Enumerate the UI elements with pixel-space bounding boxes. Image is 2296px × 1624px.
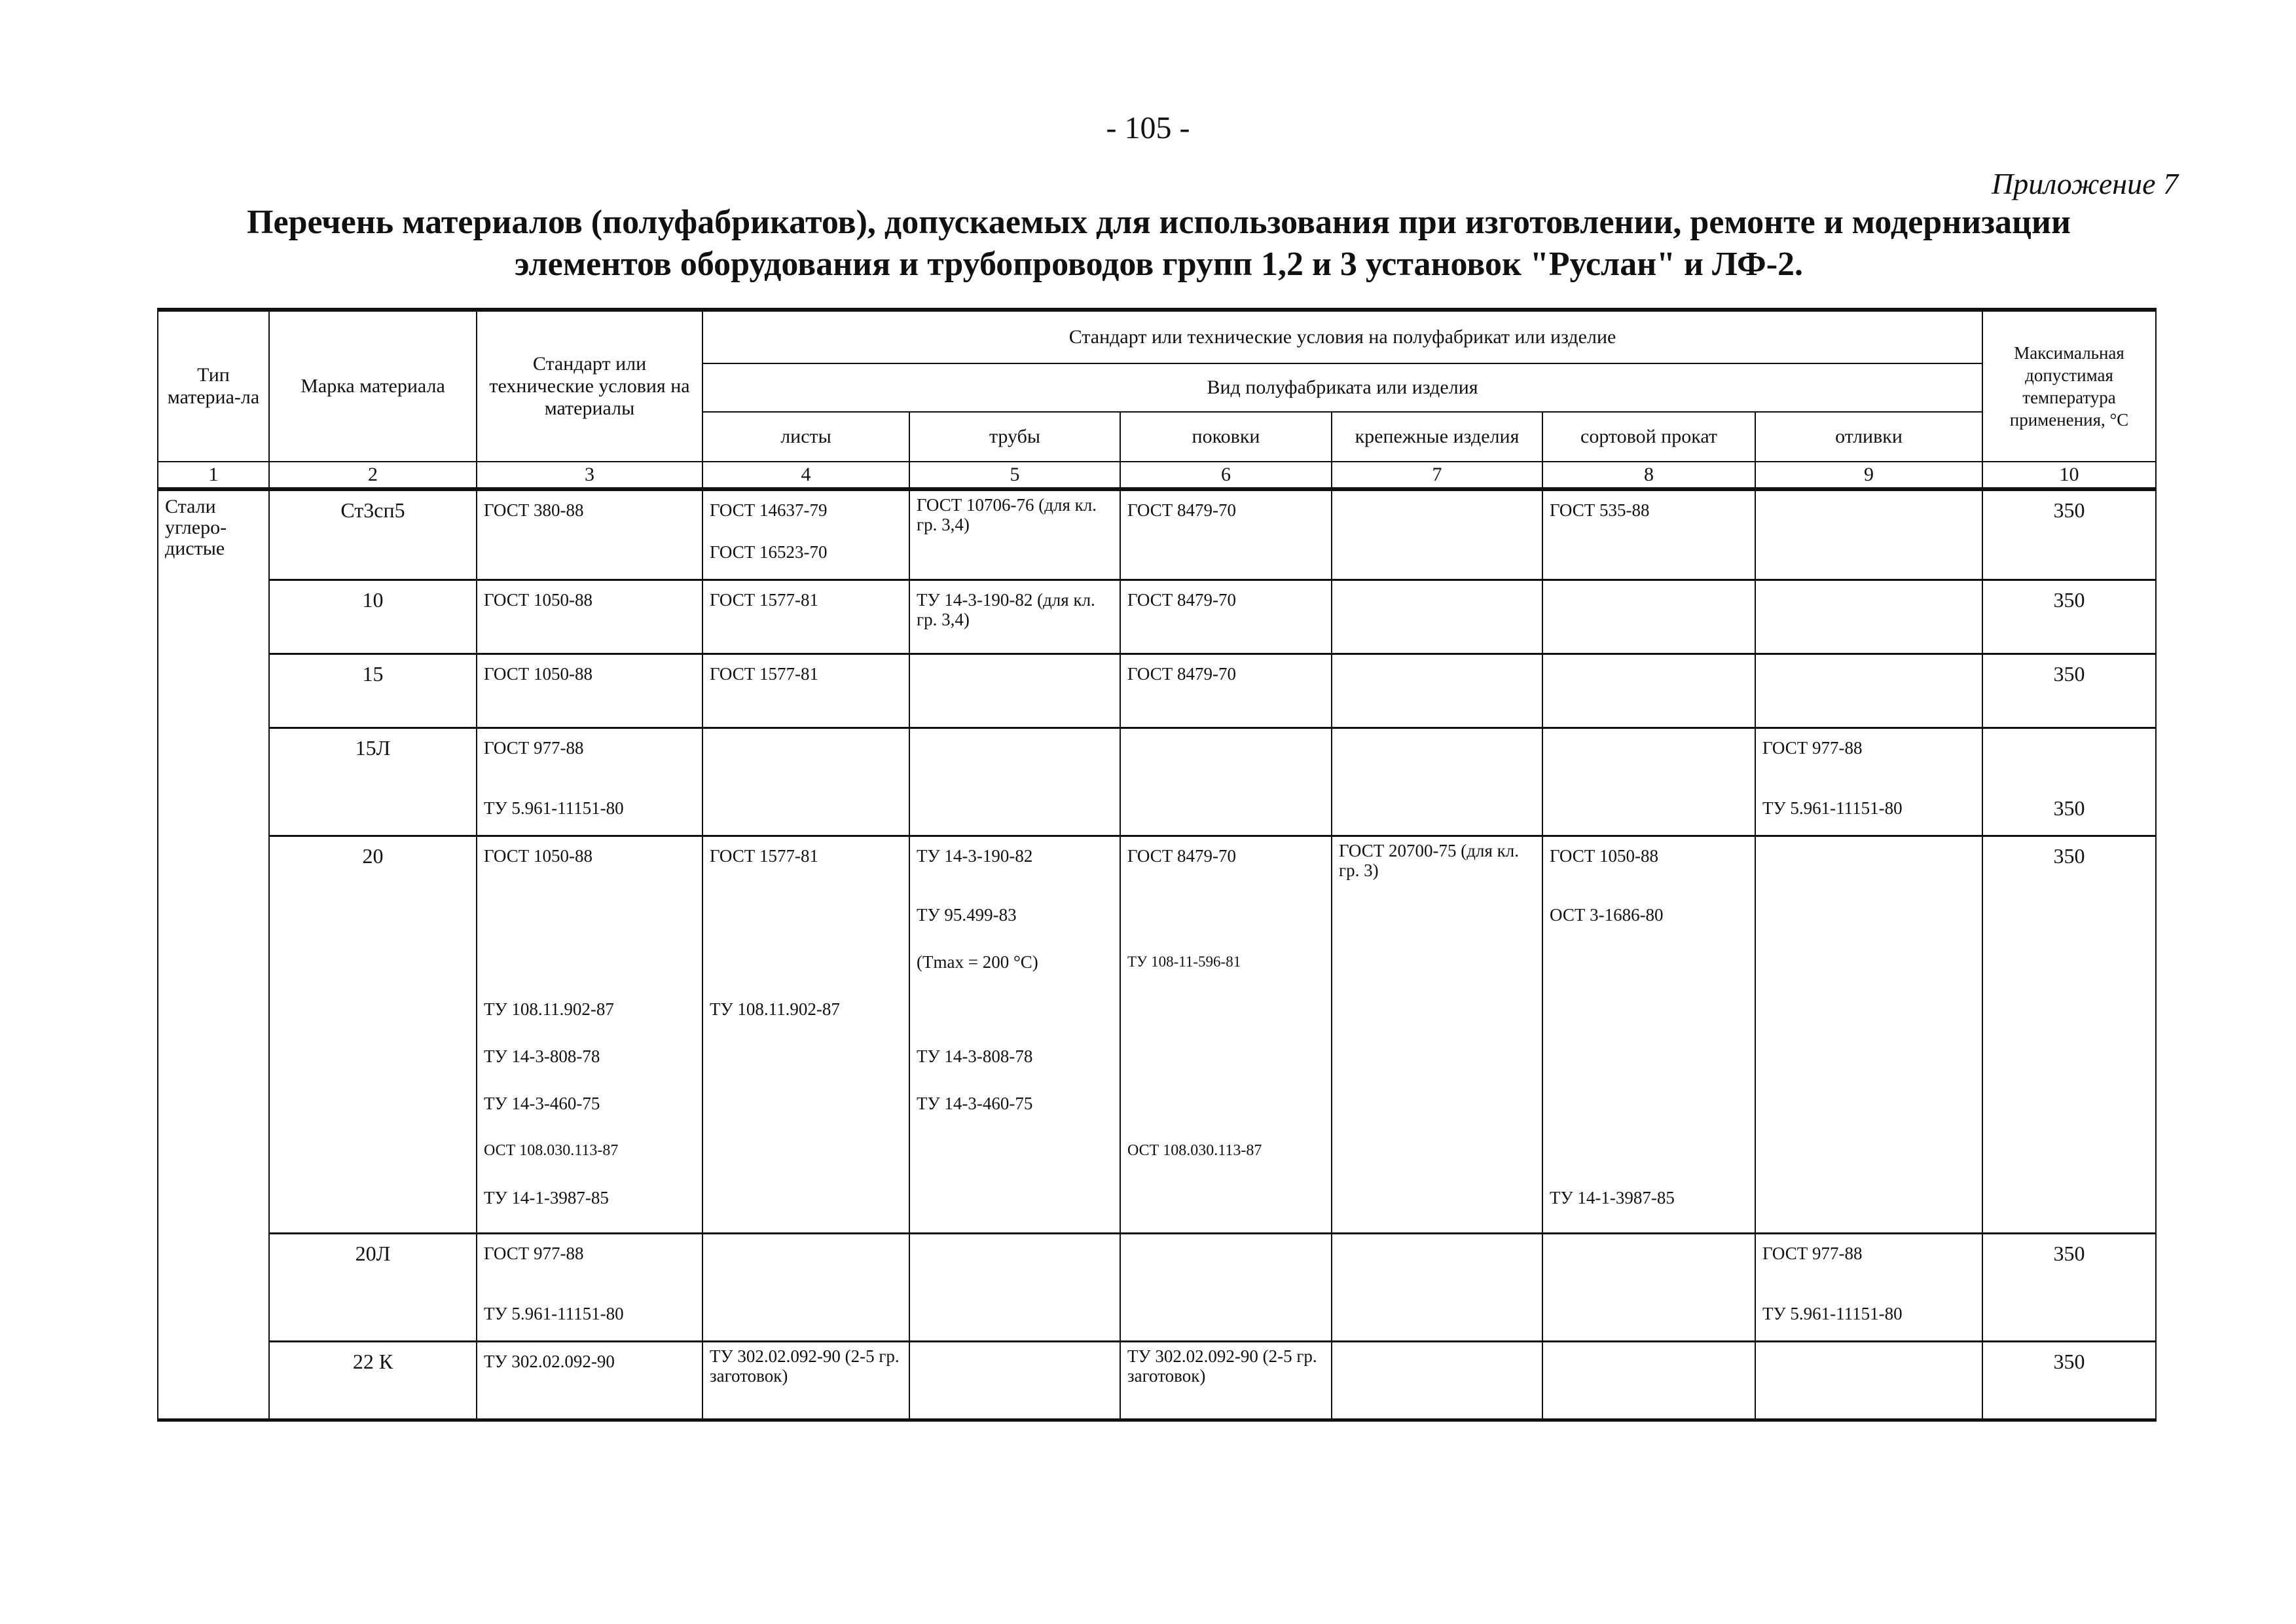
standard-cell: ТУ 5.961-11151-80	[477, 1300, 702, 1342]
temperature-cell	[1982, 1184, 2156, 1234]
pipes-cell	[909, 1234, 1120, 1301]
standard-cell: ТУ 14-3-460-75	[477, 1090, 702, 1137]
bars-cell	[1542, 948, 1755, 995]
forgings-cell: ТУ 302.02.092-90 (2-5 гр. заготовок)	[1120, 1342, 1332, 1420]
temperature-cell: 350	[1982, 489, 2156, 538]
castings-cell	[1755, 901, 1982, 948]
castings-cell	[1755, 1342, 1982, 1420]
pipes-cell	[909, 1184, 1120, 1234]
table-row	[158, 489, 2156, 538]
fasteners-cell	[1332, 1137, 1542, 1184]
column-number-6: 6	[1120, 462, 1332, 489]
page-number: - 105 -	[1106, 111, 1190, 145]
table-row	[158, 654, 2156, 728]
header-max-temp: Максимальная допустимая температура применения, °С	[1982, 310, 2156, 462]
standard-cell: ГОСТ 977-88	[477, 728, 702, 795]
header-product-kind: Вид полуфабриката или изделия	[702, 363, 1982, 412]
fasteners-cell	[1332, 580, 1542, 654]
standard-cell: ГОСТ 380-88	[477, 489, 702, 538]
castings-cell	[1755, 489, 1982, 538]
table-row	[158, 836, 2156, 902]
bars-cell: ГОСТ 535-88	[1542, 489, 1755, 538]
forgings-cell: ГОСТ 8479-70	[1120, 654, 1332, 728]
table-row	[158, 995, 2156, 1043]
grade-cell: 22 К	[269, 1342, 477, 1420]
bars-cell	[1542, 1137, 1755, 1184]
temperature-cell: 350	[1982, 794, 2156, 836]
grade-cell	[269, 995, 477, 1043]
temperature-cell	[1982, 1300, 2156, 1342]
column-number-10: 10	[1982, 462, 2156, 489]
table-row	[158, 1090, 2156, 1137]
pipes-cell: ТУ 14-3-808-78	[909, 1043, 1120, 1090]
table-row	[158, 1137, 2156, 1184]
castings-cell: ГОСТ 977-88	[1755, 728, 1982, 795]
temperature-cell	[1982, 1137, 2156, 1184]
castings-cell	[1755, 995, 1982, 1043]
table-row	[158, 948, 2156, 995]
fasteners-cell: ГОСТ 20700-75 (для кл. гр. 3)	[1332, 836, 1542, 902]
forgings-cell	[1120, 1184, 1332, 1234]
sheets-cell	[702, 901, 909, 948]
bars-cell	[1542, 794, 1755, 836]
fasteners-cell	[1332, 794, 1542, 836]
grade-cell	[269, 1043, 477, 1090]
castings-cell	[1755, 1137, 1982, 1184]
header-forgings: поковки	[1120, 412, 1332, 462]
table-row	[158, 728, 2156, 795]
table-row	[158, 580, 2156, 654]
standard-cell: ТУ 108.11.902-87	[477, 995, 702, 1043]
sheets-cell	[702, 1184, 909, 1234]
fasteners-cell	[1332, 1342, 1542, 1420]
header-standard: Стандарт или технические условия на материалы	[477, 310, 702, 462]
fasteners-cell	[1332, 728, 1542, 795]
sheets-cell	[702, 794, 909, 836]
grade-cell	[269, 1090, 477, 1137]
table-row	[158, 538, 2156, 580]
fasteners-cell	[1332, 654, 1542, 728]
standard-cell: ГОСТ 1050-88	[477, 654, 702, 728]
castings-cell	[1755, 1043, 1982, 1090]
standard-cell: ТУ 302.02.092-90	[477, 1342, 702, 1420]
title-line-2: элементов оборудования и трубопроводов групп 1,2 и 3 установок "Руслан" и ЛФ-2.	[514, 246, 1804, 283]
bars-cell: ГОСТ 1050-88	[1542, 836, 1755, 902]
grade-cell	[269, 948, 477, 995]
table-row	[158, 1043, 2156, 1090]
forgings-cell	[1120, 1300, 1332, 1342]
pipes-cell: ТУ 14-3-190-82 (для кл. гр. 3,4)	[909, 580, 1120, 654]
sheets-cell	[702, 728, 909, 795]
column-number-7: 7	[1332, 462, 1542, 489]
forgings-cell: ГОСТ 8479-70	[1120, 580, 1332, 654]
forgings-cell	[1120, 538, 1332, 580]
column-number-5: 5	[909, 462, 1120, 489]
temperature-cell	[1982, 948, 2156, 995]
bars-cell	[1542, 538, 1755, 580]
pipes-cell	[909, 1342, 1120, 1420]
column-number-2: 2	[269, 462, 477, 489]
forgings-cell	[1120, 901, 1332, 948]
forgings-cell	[1120, 995, 1332, 1043]
forgings-cell: ГОСТ 8479-70	[1120, 836, 1332, 902]
grade-cell: 20	[269, 836, 477, 902]
sheets-cell	[702, 1090, 909, 1137]
temperature-cell	[1982, 1090, 2156, 1137]
forgings-cell	[1120, 728, 1332, 795]
sheets-cell	[702, 1234, 909, 1301]
forgings-cell	[1120, 1090, 1332, 1137]
header-grade: Марка материала	[269, 310, 477, 462]
materials-table	[157, 308, 2157, 1422]
castings-cell	[1755, 654, 1982, 728]
sheets-cell	[702, 948, 909, 995]
fasteners-cell	[1332, 948, 1542, 995]
fasteners-cell	[1332, 1300, 1542, 1342]
temperature-cell: 350	[1982, 1342, 2156, 1420]
fasteners-cell	[1332, 901, 1542, 948]
column-number-1: 1	[158, 462, 269, 489]
temperature-cell	[1982, 538, 2156, 580]
forgings-cell	[1120, 794, 1332, 836]
temperature-cell: 350	[1982, 836, 2156, 902]
pipes-cell: ГОСТ 10706-76 (для кл. гр. 3,4)	[909, 489, 1120, 538]
standard-cell	[477, 538, 702, 580]
header-castings: отливки	[1755, 412, 1982, 462]
pipes-cell: ТУ 14-3-190-82	[909, 836, 1120, 902]
sheets-cell: ГОСТ 16523-70	[702, 538, 909, 580]
appendix-label: Приложение 7	[1991, 167, 2178, 200]
castings-cell	[1755, 538, 1982, 580]
bars-cell	[1542, 580, 1755, 654]
column-number-3: 3	[477, 462, 702, 489]
table-row	[158, 1342, 2156, 1420]
bars-cell	[1542, 1043, 1755, 1090]
fasteners-cell	[1332, 1043, 1542, 1090]
forgings-cell: ГОСТ 8479-70	[1120, 489, 1332, 538]
pipes-cell	[909, 654, 1120, 728]
temperature-cell: 350	[1982, 580, 2156, 654]
sheets-cell: ТУ 108.11.902-87	[702, 995, 909, 1043]
material-type-cell: Стали углеро-дистые	[158, 489, 269, 1420]
bars-cell	[1542, 1342, 1755, 1420]
standard-cell	[477, 948, 702, 995]
temperature-cell	[1982, 728, 2156, 795]
header-pipes: трубы	[909, 412, 1120, 462]
header-fasteners: крепежные изделия	[1332, 412, 1542, 462]
table-row	[158, 901, 2156, 948]
sheets-cell	[702, 1137, 909, 1184]
pipes-cell	[909, 538, 1120, 580]
pipes-cell: ТУ 14-3-460-75	[909, 1090, 1120, 1137]
sheets-cell: ГОСТ 1577-81	[702, 654, 909, 728]
bars-cell	[1542, 1090, 1755, 1137]
sheets-cell: ГОСТ 1577-81	[702, 836, 909, 902]
column-number-9: 9	[1755, 462, 1982, 489]
grade-cell	[269, 538, 477, 580]
grade-cell: 15Л	[269, 728, 477, 795]
pipes-cell: (Tmax = 200 °С)	[909, 948, 1120, 995]
temperature-cell: 350	[1982, 1234, 2156, 1301]
temperature-cell: 350	[1982, 654, 2156, 728]
grade-cell	[269, 1137, 477, 1184]
grade-cell	[269, 901, 477, 948]
standard-cell: ОСТ 108.030.113-87	[477, 1137, 702, 1184]
fasteners-cell	[1332, 1184, 1542, 1234]
pipes-cell: ТУ 95.499-83	[909, 901, 1120, 948]
forgings-cell: ТУ 108-11-596-81	[1120, 948, 1332, 995]
grade-cell	[269, 794, 477, 836]
table-row	[158, 1300, 2156, 1342]
title-line-1: Перечень материалов (полуфабрикатов), допускаемых для использования при изготовлении, ремонте и модернизации	[247, 204, 2071, 241]
table-row	[158, 1234, 2156, 1301]
grade-cell	[269, 1300, 477, 1342]
header-product-standard: Стандарт или технические условия на полуфабрикат или изделие	[702, 310, 1982, 363]
temperature-cell	[1982, 901, 2156, 948]
sheets-cell: ТУ 302.02.092-90 (2-5 гр. заготовок)	[702, 1342, 909, 1420]
sheets-cell	[702, 1043, 909, 1090]
fasteners-cell	[1332, 1234, 1542, 1301]
pipes-cell	[909, 728, 1120, 795]
forgings-cell	[1120, 1043, 1332, 1090]
grade-cell: 20Л	[269, 1234, 477, 1301]
table-row	[158, 1184, 2156, 1234]
pipes-cell	[909, 1137, 1120, 1184]
sheets-cell	[702, 1300, 909, 1342]
standard-cell: ТУ 14-1-3987-85	[477, 1184, 702, 1234]
forgings-cell	[1120, 1234, 1332, 1301]
castings-cell: ТУ 5.961-11151-80	[1755, 1300, 1982, 1342]
standard-cell: ТУ 5.961-11151-80	[477, 794, 702, 836]
grade-cell: 10	[269, 580, 477, 654]
standard-cell: ГОСТ 1050-88	[477, 836, 702, 902]
sheets-cell: ГОСТ 1577-81	[702, 580, 909, 654]
header-type: Тип материа-ла	[158, 310, 269, 462]
bars-cell	[1542, 654, 1755, 728]
column-number-8: 8	[1542, 462, 1755, 489]
temperature-cell	[1982, 1043, 2156, 1090]
standard-cell: ГОСТ 1050-88	[477, 580, 702, 654]
fasteners-cell	[1332, 995, 1542, 1043]
standard-cell: ТУ 14-3-808-78	[477, 1043, 702, 1090]
fasteners-cell	[1332, 538, 1542, 580]
castings-cell	[1755, 1184, 1982, 1234]
pipes-cell	[909, 794, 1120, 836]
castings-cell	[1755, 1090, 1982, 1137]
table-row	[158, 794, 2156, 836]
sheets-cell: ГОСТ 14637-79	[702, 489, 909, 538]
standard-cell	[477, 901, 702, 948]
castings-cell	[1755, 836, 1982, 902]
grade-cell: 15	[269, 654, 477, 728]
bars-cell: ТУ 14-1-3987-85	[1542, 1184, 1755, 1234]
bars-cell	[1542, 1234, 1755, 1301]
fasteners-cell	[1332, 489, 1542, 538]
standard-cell: ГОСТ 977-88	[477, 1234, 702, 1301]
grade-cell	[269, 1184, 477, 1234]
pipes-cell	[909, 995, 1120, 1043]
fasteners-cell	[1332, 1090, 1542, 1137]
document-title	[157, 202, 2160, 286]
castings-cell	[1755, 948, 1982, 995]
column-number-4: 4	[702, 462, 909, 489]
bars-cell	[1542, 995, 1755, 1043]
bars-cell	[1542, 728, 1755, 795]
bars-cell: ОСТ 3-1686-80	[1542, 901, 1755, 948]
forgings-cell: ОСТ 108.030.113-87	[1120, 1137, 1332, 1184]
bars-cell	[1542, 1300, 1755, 1342]
castings-cell: ГОСТ 977-88	[1755, 1234, 1982, 1301]
temperature-cell	[1982, 995, 2156, 1043]
castings-cell: ТУ 5.961-11151-80	[1755, 794, 1982, 836]
castings-cell	[1755, 580, 1982, 654]
pipes-cell	[909, 1300, 1120, 1342]
grade-cell: Ст3сп5	[269, 489, 477, 538]
header-bars: сортовой прокат	[1542, 412, 1755, 462]
header-sheets: листы	[702, 412, 909, 462]
